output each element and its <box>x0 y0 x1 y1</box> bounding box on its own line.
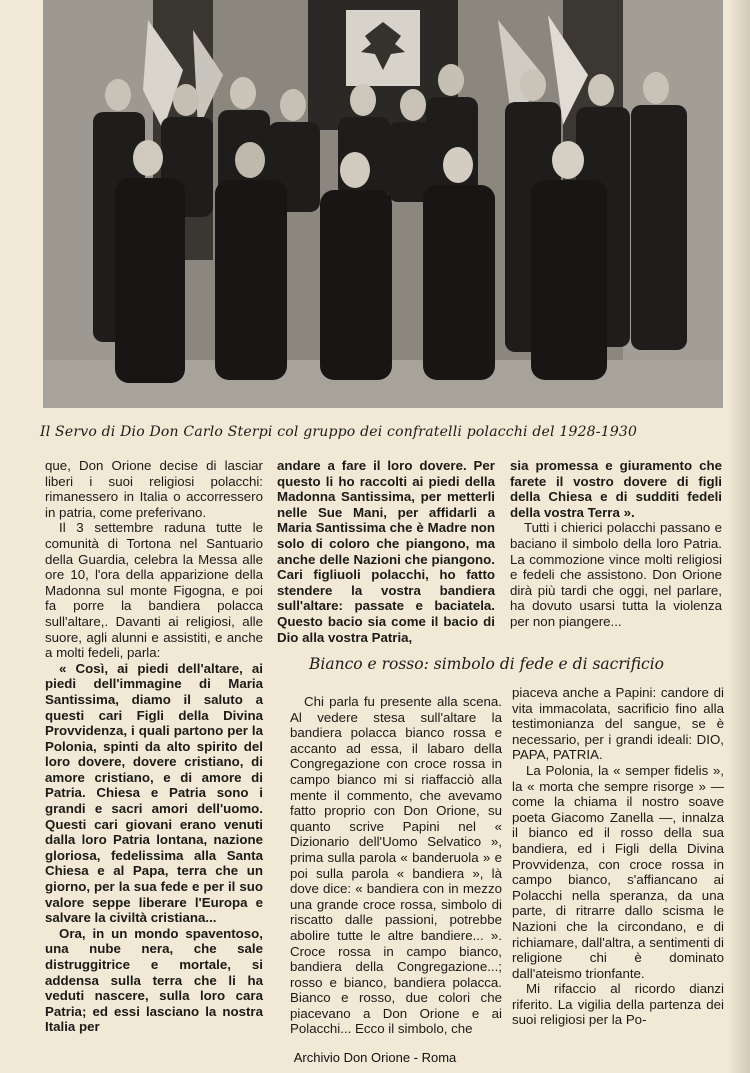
quote-paragraph: Ora, in un mondo spaventoso, una nube nera, che sale distruggitrice e mortale, si addensa sulla terra che li ha veduti nascere, sulla loro cara Patria; ed essi lasciano la nostra Italia per <box>45 925 263 1035</box>
paragraph: Mi rifaccio al ricordo dianzi riferito. La vigilia della partenza dei suoi religiosi per la Po- <box>512 981 724 1028</box>
paragraph: piaceva anche a Papini: candore di vita immacolata, sacrificio fino alla testimonianza del sangue, se è necessario, per i grandi ideali: DIO, PAPA, PATRIA. <box>512 685 724 763</box>
section-heading: Bianco e rosso: simbolo di fede e di sacrificio <box>309 655 665 673</box>
paragraph: que, Don Orione decise di lasciar liberi i suoi religiosi polacchi: rimanessero in Italia o accorressero in patria, come preferivano. <box>45 458 263 520</box>
paragraph: La Polonia, la « semper fidelis », la « morta che sempre risorge » — come la chiama il nostro soave poeta Giacomo Zanella —, innalza il bianco ed il rosso della sua bandiera, ed i Figli della Divina Provvidenza, con croce rossa in campo bianco, s'affiancano ai Polacchi nella speranza, da una parte, di ritrarre dallo scisma le Nazioni che la circondano, e di richiamare, dall'altra, a sentimenti di religione chi è dominato dall'ateismo trionfante. <box>512 762 724 981</box>
page-edge-shadow <box>728 0 750 1073</box>
paragraph: Il 3 settembre raduna tutte le comunità di Tortona nel Santuario della Guardia, celebra la Messa alle ore 10, l'ora della apparizione della Madonna sul monte Figogna, e poi fa porre la bandiera polacca sull'altare,. Davanti ai religiosi, alle suore, agli alunni e assistiti, e anche a molti fedeli, parla: <box>45 520 263 661</box>
text-column-3 <box>510 458 722 630</box>
paragraph: Chi parla fu presente alla scena. Al vedere stesa sull'altare la bandiera polacca bianco rossa e accanto ad essa, il labaro della Congregazione con croce rossa in campo bianco mi si riaffacciò alla mente il commento, che avevamo fatto proprio con Don Orione, su quanto scrive Papini nel « Dizionario dell'Uomo Selvatico », prima sulla parola « banderuola » e poi sulla parola « bandiera », là dove dice: « bandiera con in mezzo una grande croce rossa, simbolo di riscatto dalle passioni, potrebbe abolire tutte le altre bandiere... ». Croce rossa in campo bianco, bandiera della Congregazione...; rosso e bianco, bandiera polacca. Bianco e rosso, due colori che piacevano a Don Orione e ai Polacchi... Ecco il simbolo, che <box>290 694 502 1037</box>
photo-caption: Il Servo di Dio Don Carlo Sterpi col gruppo dei confratelli polacchi del 1928-1930 <box>40 424 638 440</box>
text-column-5 <box>512 685 724 1028</box>
quote-paragraph: andare a fare il loro dovere. Per questo li ho raccolti ai piedi della Madonna Santissima, per metterli nelle Sue Mani, per affidarli a Maria Santissima che è Madre non solo di coloro che piangono, ma anche delle Nazioni che piangono. Cari figliuoli polacchi, ho fatto stendere la vostra bandiera sull'altare: passate e baciatela. Questo bacio sia come il bacio di Dio alla vostra Patria, <box>277 458 495 645</box>
group-photo <box>43 0 723 408</box>
text-column-2 <box>277 458 495 645</box>
paragraph: Tutti i chierici polacchi passano e baciano il simbolo della loro Patria. La commozione vince molti religiosi e fedeli che assistono. Don Orione dirà più tardi che oggi, nel parlare, ha dovuto usarsi tutta la violenza per non piangere... <box>510 520 722 629</box>
archive-footer: Archivio Don Orione - Roma <box>293 1050 457 1065</box>
quote-paragraph: « Così, ai piedi dell'altare, ai piedi dell'immagine di Maria Santissima, diamo il saluto a questi cari Figli della Divina Provvidenza, i quali partono per la Polonia, spinti da alto spirito del loro dovere, dovere cristiano, di amore cristiano, e di amore di Patria. Chiesa e Patria sono i grandi e sacri amori dell'uomo. Questi cari giovani erano venuti dalla loro Patria lontana, nazione gloriosa, fedelissima alla Santa Chiesa e al Papa, terra che un giorno, per la sua fede e per il suo valore seppe liberare l'Europa e salvare la civiltà cristiana... <box>45 660 263 926</box>
group-photo-illustration <box>43 0 723 408</box>
quote-paragraph: sia promessa e giuramento che farete il vostro dovere di figli della Chiesa e di sudditi fedeli della vostra Terra ». <box>510 458 722 520</box>
text-column-1 <box>45 458 263 1035</box>
text-column-4 <box>290 694 502 1037</box>
